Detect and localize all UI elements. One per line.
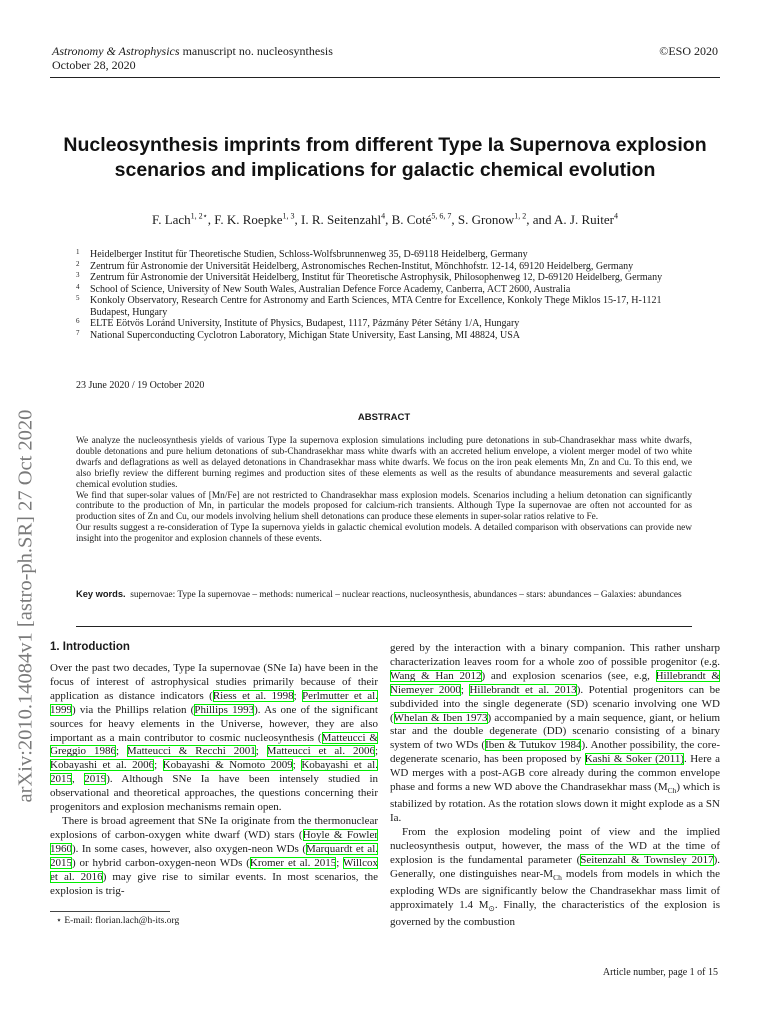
header-date: October 28, 2020 — [52, 58, 136, 72]
affiliation: 6 ELTE Eötvös Loránd University, Institute of Physics, Budapest, 1117, Pázmány Péter Sétány 1/A, Hungary — [76, 317, 520, 329]
keywords — [76, 589, 692, 601]
citation-link[interactable]: Wang & Han 2012 — [390, 669, 482, 682]
text-run: . Here a WD merges with a post-AGB core already during the common envelope phase and forms a new WD above the Chandrasekhar mass (M — [390, 753, 720, 794]
keywords-text: supernovae: Type Ia supernovae – methods: numerical – nuclear reactions, nucleosynthesis, abundances – stars: abundances – Galaxies: abundances — [130, 590, 682, 600]
affiliation: 2 Zentrum für Astronomie der Universität Heidelberg, Astronomisches Rechen-Institut, Mönchhofstr. 12-14, 69120 Heidelberg, Germany — [76, 259, 634, 272]
text-run: ). In some cases, however, also oxygen-neon WDs ( — [72, 842, 306, 855]
citation-link[interactable]: Kobayashi et al. 2015 — [50, 759, 378, 786]
author: F. K. Roepke$^{1, 3}$, — [214, 211, 301, 227]
author-list — [60, 212, 710, 228]
text-run: ). Potential progenitors can be subdivided into the single degenerate (SD) scenario involving one WD ( — [390, 683, 720, 724]
citation-link[interactable]: Whelan & Iben 1973 — [393, 711, 488, 724]
affiliation: 3 Zentrum für Astronomie der Universität Heidelberg, Institut für Theoretische Astrophysik, Philosophenweg 12, D-69120 Heidelberg, Germany — [76, 271, 663, 283]
citation-link[interactable]: Matteucci et al. 2006 — [266, 745, 375, 758]
citation-link[interactable]: 2019 — [84, 773, 107, 786]
citation-link[interactable]: Iben & Tutukov 1984 — [485, 739, 582, 752]
text-run: ; — [374, 745, 379, 758]
text-run: ) via the Phillips relation ( — [72, 703, 195, 716]
citation-link[interactable]: Kromer et al. 2015 — [249, 856, 337, 869]
page-number: Article number, page 1 of 15 — [602, 967, 718, 978]
journal-name: Astronomy & Astrophysics — [52, 44, 180, 58]
keywords-label: Key words. — [76, 589, 126, 599]
text-run: Over the past two decades, Type Ia supernovae (SNe Ia) have been in the focus of interest of astrophysical studies primarily because of their application as distance indicators ( — [50, 662, 378, 702]
abstract-paragraph: Our results suggest a re-consideration of Type Ia supernova yields in galactic chemical evolution models. A detailed comparison with observations can provide new insight into the progenitor and explosion channels of these events. — [76, 523, 692, 545]
author: I. R. Seitenzahl$^4$, — [300, 211, 392, 227]
text-run: ; — [336, 856, 343, 869]
citation-link[interactable]: Willcox et al. 2016 — [50, 856, 378, 883]
intro-paragraph — [50, 815, 378, 898]
text-run: ) accompanied by a main sequence, giant, or helium star and the double degenerate (DD) scenario consisting of a binary system of two WDs ( — [390, 711, 720, 752]
subscript: ⊙ — [488, 903, 495, 913]
section-heading: 1. Introduction — [50, 641, 130, 653]
citation-link[interactable]: Matteucci & Recchi 2001 — [126, 745, 256, 758]
manuscript-id: manuscript no. nucleosynthesis — [182, 44, 333, 58]
author: B. Coté$^{5, 6, 7}$, — [391, 211, 458, 227]
affiliation: 1 Heidelberger Institut für Theoretische Studien, Schloss-Wolfsbrunnenweg 35, D-69118 Heidelberg, Germany — [76, 248, 528, 260]
running-header-left — [52, 44, 333, 72]
intro-paragraph — [390, 826, 720, 930]
affiliation: 5 Konkoly Observatory, Research Centre for Astronomy and Earth Sciences, MTA Centre for Excellence, Konkoly Thege Miklos 15-17, H-1121 Budapest, Hungary — [76, 294, 662, 318]
text-run: ; — [154, 759, 163, 772]
text-run: ). Generally, one distinguishes near-M — [390, 853, 720, 880]
footnote: ⋆ E-mail: florian.lach@h-its.org — [56, 916, 180, 926]
text-run: ; — [292, 759, 302, 772]
abstract-paragraph: We find that super-solar values of [Mn/Fe] are not restricted to Chandrasekhar mass explosion models. Scenarios including a helium detonation can significantly contribute to the production of Mn, in particular the models proposed for calcium-rich transients. Although Type Ia supernovae are often not accounted for as production sites of Zn and Cu, our models involving helium shell detonations can produce these elements in super-solar ratios relative to Fe. — [76, 490, 692, 523]
citation-link[interactable]: Kobayashi & Nomoto 2009 — [162, 759, 293, 772]
intro-paragraph — [50, 662, 378, 815]
abstract-heading: ABSTRACT — [357, 412, 411, 423]
citation-link[interactable]: Hillebrandt & Niemeyer 2000 — [390, 669, 720, 696]
author: A. J. Ruiter$^4$ — [554, 211, 618, 227]
text-run: ) may give rise to similar events. In most scenarios, the explosion is trig- — [50, 870, 378, 897]
citation-link[interactable]: Seitenzahl & Townsley 2017 — [580, 853, 714, 866]
subscript: Ch — [553, 872, 562, 882]
text-run: From the explosion modeling point of view and the implied nucleosynthesis output, however, the mass of the WD at the time of explosion is the fundamental parameter ( — [390, 825, 720, 866]
citation-link[interactable]: Riess et al. 1998 — [212, 689, 294, 702]
citation-link[interactable]: Hoyle & Fowler 1960 — [50, 828, 379, 855]
citation-link[interactable]: Kashi & Soker (2011) — [584, 753, 684, 766]
text-run: models from models in which the exploding WDs are significantly below the Chandrasekhar mass limit of approximately 1.4 M — [390, 867, 720, 911]
abstract-paragraph: We analyze the nucleosynthesis yields of various Type Ia supernova explosion simulations including pure detonations in sub-Chandrasekhar mass white dwarfs, double detonations and pure helium detonations of sub-Chandrasekhar mass white dwarfs with an accreted helium envelope, a violent merger model of two white dwarfs and deflagrations as well as delayed detonations in Chandrasekhar mass white dwarfs. We focus on the iron peak elements Mn, Zn and Cu. To this end, we also briefly review the different burning regimes and production sites of these elements as well as the results of abundance measurements and several galactic chemical evolution studies. — [76, 436, 692, 490]
copyright: ©ESO 2020 — [659, 44, 718, 58]
left-column — [50, 662, 378, 898]
header-divider — [50, 77, 720, 78]
text-run: gered by the interaction with a binary companion. This rather unsharp characterization leaves room for a whole zoo of possible progenitor (e.g. — [390, 642, 720, 668]
intro-paragraph — [390, 642, 720, 826]
text-run: There is broad agreement that SNe Ia originate from the thermonuclear explosions of carbon-oxygen white dwarf (WD) stars ( — [50, 814, 378, 841]
citation-link[interactable]: Perlmutter et al. 1999 — [50, 689, 378, 716]
affiliation: 4 School of Science, University of New South Wales, Australian Defence Force Academy, Canberra, ACT 2600, Australia — [76, 282, 571, 295]
affiliation-list — [76, 249, 696, 341]
citation-link[interactable]: Matteucci & Greggio 1986 — [50, 731, 378, 758]
author: F. Lach$^{1, 2⋆}$, — [152, 211, 215, 227]
text-run: ; — [255, 745, 267, 758]
author: S. Gronow$^{1, 2}$, and — [457, 211, 555, 227]
right-column — [390, 642, 720, 930]
text-run: ). Another possibility, the core-degenerate scenario, has been proposed by — [390, 739, 721, 766]
abstract-body — [76, 436, 692, 545]
abstract-divider — [76, 626, 692, 627]
text-run: ) which is stabilized by rotation. As the rotation slows down it might explode as a SN Ia. — [390, 781, 721, 825]
footnote-divider — [50, 911, 170, 912]
subscript: Ch — [667, 786, 677, 796]
text-run: , — [72, 773, 85, 786]
text-run: ). Although SNe Ia have been intensely studied in observational and theoretical approaches, the questions concerning their progenitors and explosion mechanisms remain open. — [50, 773, 379, 814]
text-run: ). As one of the significant sources for heavy elements in the Universe, however, they are also important as a main contributor to cosmic nucleosynthesis ( — [50, 703, 378, 744]
text-run: . Finally, the characteristics of the explosion is governed by the combustion — [390, 898, 720, 928]
citation-link[interactable]: Phillips 1993 — [194, 703, 255, 716]
text-run: ) or hybrid carbon-oxygen-neon WDs ( — [72, 856, 250, 869]
citation-link[interactable]: Kobayashi et al. 2006 — [50, 759, 155, 772]
paper-title: Nucleosynthesis imprints from different Type Ia Supernova explosion scenarios and implications for galactic chemical evolution — [63, 134, 707, 181]
text-run: ) and explosion scenarios (see, e.g, — [481, 669, 656, 682]
text-run: ; — [460, 683, 470, 696]
citation-link[interactable]: Marquardt et al. 2015 — [50, 842, 378, 869]
received-accepted-dates: 23 June 2020 / 19 October 2020 — [76, 380, 205, 391]
text-run: ; — [293, 689, 303, 702]
arxiv-stamp — [5, 296, 47, 916]
affiliation: 7 National Superconducting Cyclotron Laboratory, Michigan State University, East Lansing, MI 48824, USA — [76, 328, 521, 341]
citation-link[interactable]: Hillebrandt et al. 2013 — [469, 683, 577, 696]
text-run: ; — [115, 745, 127, 758]
arxiv-stamp-text: arXiv:2010.14084v1 [astro-ph.SR] 27 Oct 2020 — [14, 409, 37, 803]
